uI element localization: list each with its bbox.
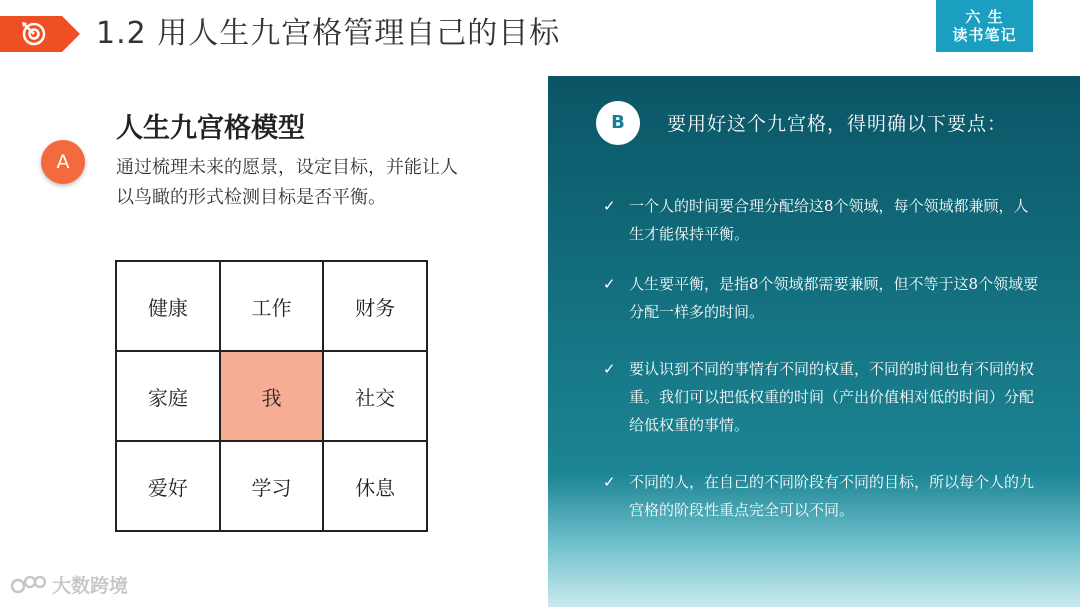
- grid-cell-study: 学习: [220, 441, 324, 531]
- grid-cell-social: 社交: [323, 351, 427, 441]
- watermark: [10, 571, 128, 598]
- watermark-logo-icon: [10, 572, 46, 598]
- section-b-panel: [548, 76, 1080, 607]
- check-icon: ✓: [603, 275, 616, 293]
- badge-b: B: [596, 101, 640, 145]
- point-item: [603, 355, 1043, 439]
- badge-a: A: [41, 140, 85, 184]
- point-item: [603, 270, 1043, 326]
- grid-cell-health: 健康: [116, 261, 220, 351]
- grid-cell-hobby: 爱好: [116, 441, 220, 531]
- grid-cell-rest: 休息: [323, 441, 427, 531]
- section-a-intro: 通过梳理未来的愿景，设定目标，并能让人以鸟瞰的形式检测目标是否平衡。: [116, 157, 458, 208]
- point-text: 要认识到不同的事情有不同的权重，不同的时间也有不同的权重。我们可以把低权重的时间（产出价值相对低的时间）分配给低权重的事情。: [629, 360, 1035, 434]
- grid-cell-finance: 财务: [323, 261, 427, 351]
- point-item: [603, 468, 1043, 524]
- brand-logo: [936, 0, 1033, 52]
- check-icon: ✓: [603, 360, 616, 378]
- page-title: 1.2 用人生九宫格管理自己的目标: [96, 16, 561, 51]
- watermark-text: 大数跨境: [52, 575, 129, 597]
- nine-grid: [115, 260, 428, 532]
- point-item: [603, 192, 1043, 248]
- grid-cell-family: 家庭: [116, 351, 220, 441]
- point-text: 不同的人，在自己的不同阶段有不同的目标，所以每个人的九宫格的阶段性重点完全可以不同。: [629, 473, 1035, 519]
- point-text: 一个人的时间要合理分配给这8个领域，每个领域都兼顾，人生才能保持平衡。: [629, 197, 1029, 243]
- brand-line-2: 读书笔记: [952, 26, 1017, 44]
- check-icon: ✓: [603, 473, 616, 491]
- brand-line-1: 六 生: [965, 8, 1004, 26]
- grid-cell-work: 工作: [220, 261, 324, 351]
- grid-cell-me: 我: [220, 351, 324, 441]
- point-text: 人生要平衡，是指8个领域都需要兼顾，但不等于这8个领域要分配一样多的时间。: [629, 275, 1039, 321]
- section-a-title: 人生九宫格模型: [116, 113, 305, 144]
- check-icon: ✓: [603, 197, 616, 215]
- section-b-title: 要用好这个九宫格，得明确以下要点：: [667, 113, 1008, 135]
- target-icon: [0, 16, 80, 52]
- header-tag: [0, 16, 80, 52]
